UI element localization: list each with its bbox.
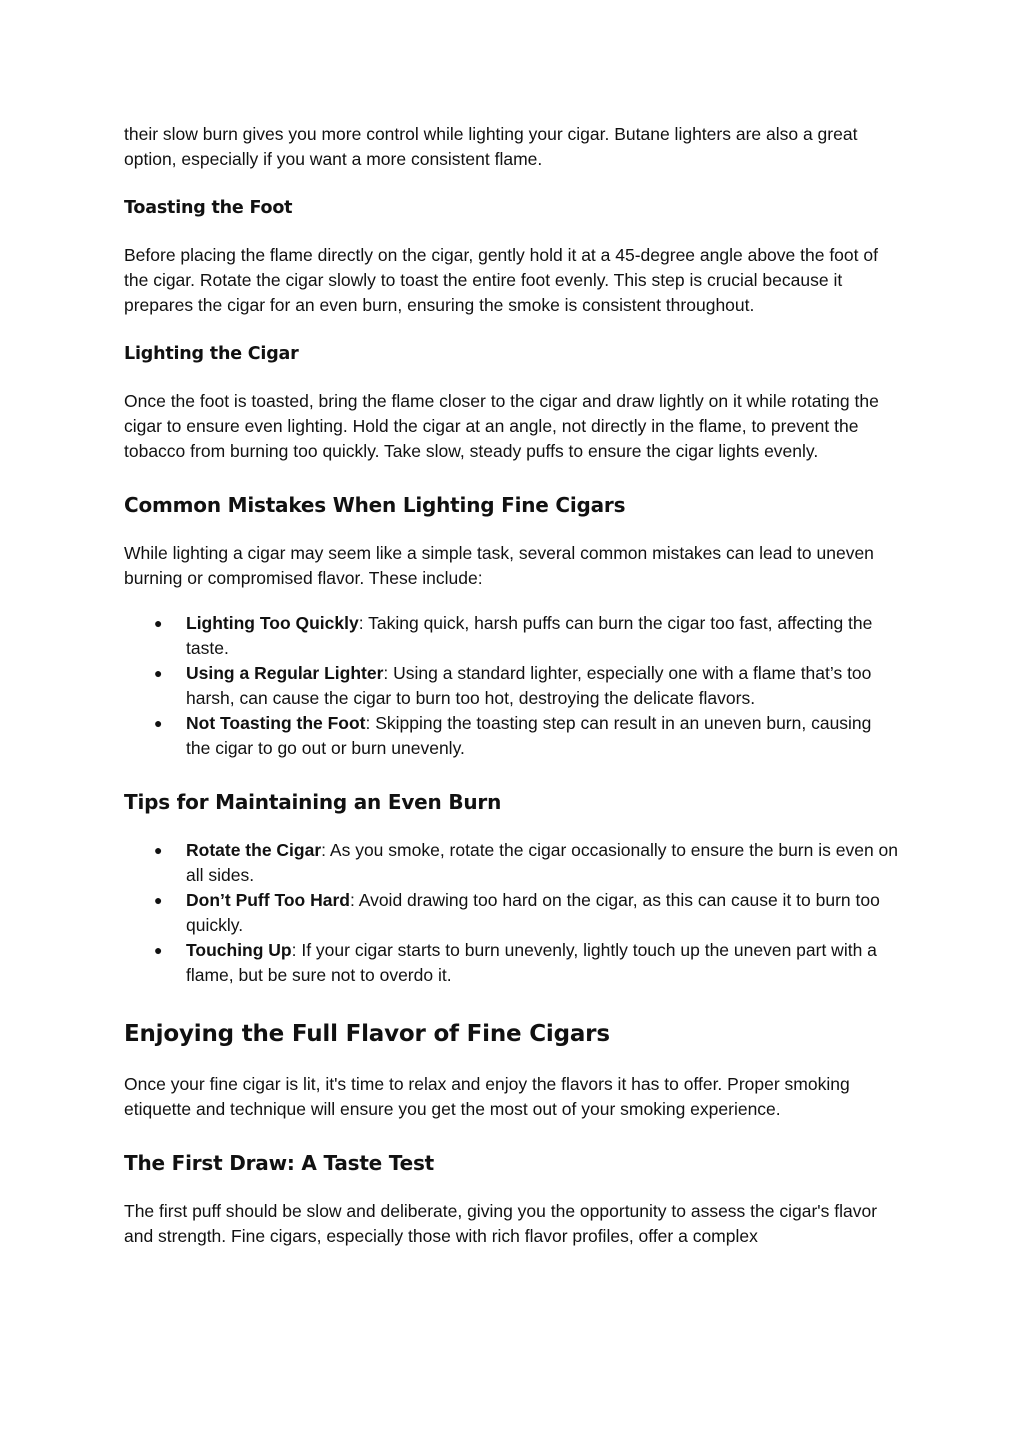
list-item-text: : Avoid drawing too hard on the cigar, as this can cause it to burn too quickly.: [186, 890, 880, 935]
list-item: [124, 611, 899, 661]
lighting-paragraph: Once the foot is toasted, bring the flame closer to the cigar and draw lightly on it while rotating the cigar to ensure even lighting. Hold the cigar at an angle, not directly in the flame, to prevent the tobacco from burning too quickly. Take slow, steady puffs to ensure the cigar lights evenly.: [124, 391, 879, 461]
list-item-term: Rotate the Cigar: [186, 840, 322, 860]
list-item-term: Don’t Puff Too Hard: [186, 890, 350, 910]
enjoying-paragraph: Once your fine cigar is lit, it's time to relax and enjoy the flavors it has to offer. Proper smoking etiquette and technique will ensure you get the most out of your smoking experience.: [124, 1074, 850, 1119]
list-item-text: : As you smoke, rotate the cigar occasionally to ensure the burn is even on all sides.: [186, 840, 899, 885]
toasting-paragraph: Before placing the flame directly on the cigar, gently hold it at a 45-degree angle above the foot of the cigar. Rotate the cigar slowly to toast the entire foot evenly. This step is crucial because it prepares the cigar for an even burn, ensuring the smoke is consistent throughout.: [124, 245, 878, 315]
lighting-heading: Lighting the Cigar: [124, 344, 299, 364]
mistakes-intro: While lighting a cigar may seem like a simple task, several common mistakes can lead to uneven burning or compromised flavor. These include:: [124, 543, 874, 588]
list-item-text: : Taking quick, harsh puffs can burn the cigar too fast, affecting the taste.: [186, 613, 873, 658]
list-item: [124, 888, 899, 938]
enjoying-heading: Enjoying the Full Flavor of Fine Cigars: [124, 1021, 610, 1047]
list-item: [124, 711, 899, 761]
toasting-heading: Toasting the Foot: [124, 198, 293, 218]
list-item-term: Not Toasting the Foot: [186, 713, 366, 733]
mistakes-heading: Common Mistakes When Lighting Fine Cigars: [124, 493, 626, 517]
list-item-text: : Using a standard lighter, especially one with a flame that’s too harsh, can cause the cigar to burn too hot, destroying the delicate flavors.: [186, 663, 872, 708]
list-item-text: : Skipping the toasting step can result in an uneven burn, causing the cigar to go out or burn unevenly.: [186, 713, 872, 758]
bullet-icon: ●: [154, 615, 163, 631]
list-item-text: : If your cigar starts to burn unevenly, lightly touch up the uneven part with a flame, but be sure not to overdo it.: [186, 940, 877, 985]
list-item: [124, 661, 899, 711]
document-body: [124, 122, 904, 1249]
first-draw-paragraph: The first puff should be slow and deliberate, giving you the opportunity to assess the cigar's flavor and strength. Fine cigars, especially those with rich flavor profiles, offer a complex: [124, 1201, 878, 1246]
list-item-term: Lighting Too Quickly: [186, 613, 359, 633]
first-draw-heading: The First Draw: A Taste Test: [124, 1151, 435, 1175]
mistakes-list: [124, 611, 899, 761]
list-item-term: Touching Up: [186, 940, 292, 960]
bullet-icon: ●: [154, 842, 163, 858]
list-item: [124, 938, 899, 988]
tips-list: [124, 838, 899, 988]
bullet-icon: ●: [154, 715, 163, 731]
tips-heading: Tips for Maintaining an Even Burn: [124, 790, 502, 814]
intro-paragraph: their slow burn gives you more control while lighting your cigar. Butane lighters are also a great option, especially if you want a more consistent flame.: [124, 124, 858, 169]
bullet-icon: ●: [154, 892, 163, 908]
bullet-icon: ●: [154, 665, 163, 681]
bullet-icon: ●: [154, 942, 163, 958]
list-item-term: Using a Regular Lighter: [186, 663, 384, 683]
list-item: [124, 838, 899, 888]
